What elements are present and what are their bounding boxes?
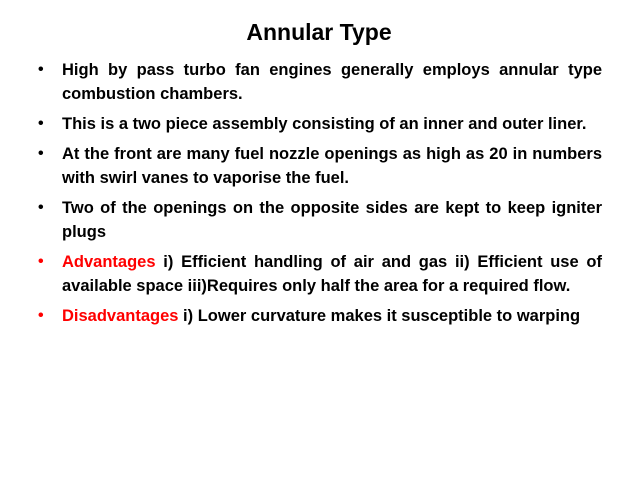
- bullet-dot-icon: •: [38, 199, 44, 216]
- bullet-dot-icon: •: [38, 61, 44, 78]
- bullet-text: Two of the openings on the opposite sides are kept to keep igniter plugs: [62, 199, 602, 241]
- bullet-item: [36, 58, 602, 106]
- disadvantages-label: Disadvantages: [62, 307, 179, 325]
- bullet-item-advantages: [36, 250, 602, 298]
- bullet-dot-icon: •: [38, 115, 44, 132]
- bullet-text: i) Lower curvature makes it susceptible to warping: [178, 307, 581, 325]
- advantages-label: Advantages: [62, 253, 156, 271]
- bullet-item-disadvantages: [36, 304, 602, 328]
- bullet-text: i) Efficient handling of air and gas ii) Efficient use of available space iii)Requires only half the area for a required flow.: [62, 253, 602, 295]
- bullet-dot-icon: •: [38, 145, 44, 162]
- bullet-text: High by pass turbo fan engines generally employs annular type combustion chambers.: [62, 61, 602, 103]
- bullet-text: This is a two piece assembly consisting of an inner and outer liner.: [62, 115, 587, 133]
- bullet-list: [36, 58, 602, 334]
- bullet-item: [36, 112, 602, 136]
- bullet-text: At the front are many fuel nozzle openings as high as 20 in numbers with swirl vanes to vaporise the fuel.: [62, 145, 602, 187]
- bullet-dot-icon: •: [38, 253, 44, 270]
- bullet-item: [36, 142, 602, 190]
- bullet-dot-icon: •: [38, 307, 44, 324]
- slide-title: Annular Type: [246, 19, 392, 45]
- bullet-item: [36, 196, 602, 244]
